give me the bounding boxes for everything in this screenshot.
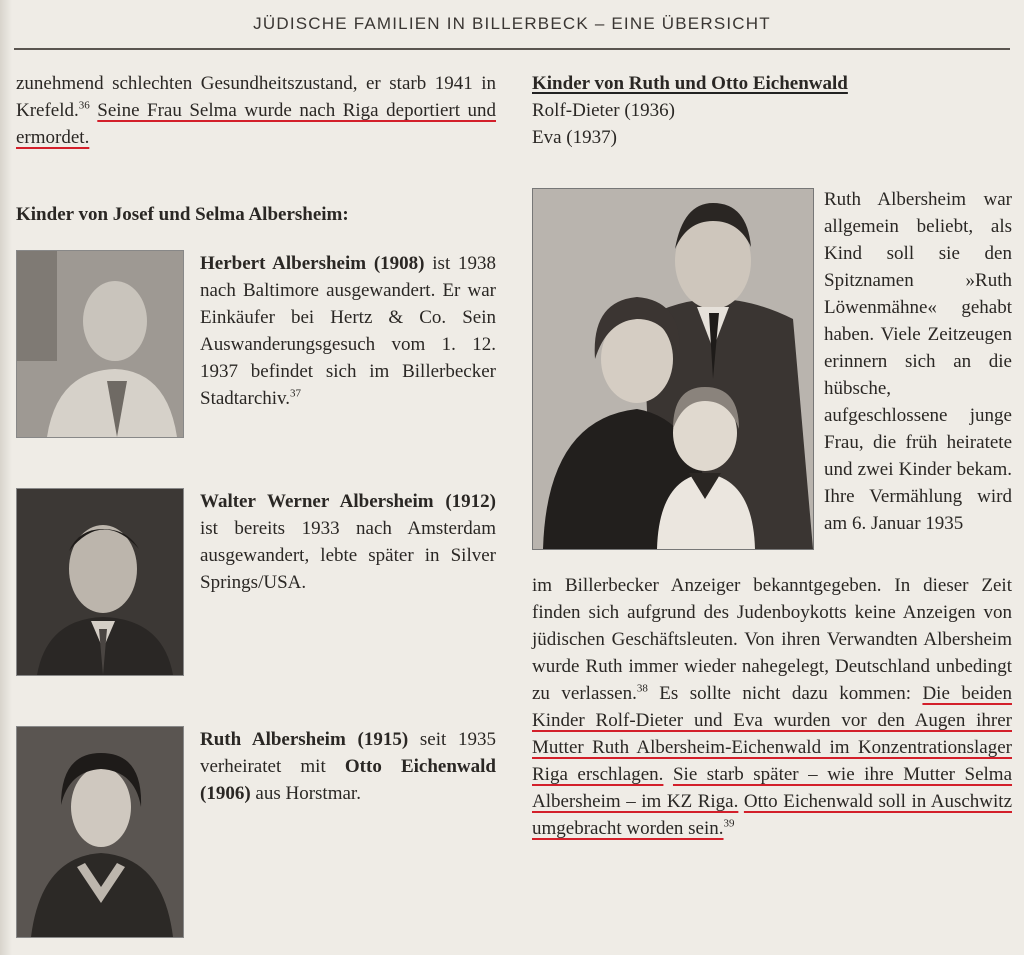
portrait-image	[17, 727, 183, 937]
entry-body: ist bereits 1933 nach Amsterdam ausgewandert, lebte später in Silver Springs/USA.	[200, 518, 496, 593]
kids-title	[532, 70, 1012, 97]
running-header: JÜDISCHE FAMILIEN IN BILLERBECK – EINE ÜBERSICHT	[253, 14, 771, 33]
entry-herbert	[16, 250, 496, 488]
footnote-ref: 36	[78, 99, 90, 112]
entry-text	[200, 726, 496, 807]
spouse-name: Otto Eichenwald (1906)	[200, 756, 497, 804]
section-title: Kinder von Josef und Selma Albersheim:	[16, 204, 349, 225]
kid-eva: Eva (1937)	[532, 127, 617, 148]
entry-text	[200, 488, 496, 596]
entry-name: Walter Werner Albersheim (1912)	[200, 491, 496, 512]
entry-name: Herbert Albersheim (1908)	[200, 253, 425, 274]
entry-body: ist 1938 nach Baltimore ausgewandert. Er war Einkäufer bei Hertz & Co. Sein Auswanderungsgesuch vom 1. 12. 1937 befindet sich im Billerbecker Stadtarchiv.	[200, 253, 496, 409]
entry-text	[200, 250, 496, 412]
photo-ruth	[16, 726, 184, 938]
portrait-image	[17, 489, 183, 675]
family-photo	[532, 188, 814, 550]
entry-name: Ruth Albersheim (1915)	[200, 729, 409, 750]
photo-herbert	[16, 250, 184, 438]
intro-paragraph	[16, 70, 496, 151]
entry-body: aus Horstmar.	[250, 783, 361, 804]
paragraph-text: Es sollte nicht dazu kommen:	[647, 683, 923, 704]
highlighted-text: Die beiden Kinder Rolf-Dieter und Eva wurden vor den Augen ihrer Mutter Ruth Albersheim-Eichenwald im Konzentrationslager Riga erschlagen.	[532, 683, 1012, 785]
kid-rolf: Rolf-Dieter (1936)	[532, 100, 675, 121]
side-paragraph: Ruth Albersheim war allgemein beliebt, als Kind soll sie den Spitznamen »Ruth Löwenmähne« gehabt haben. Viele Zeitzeugen erinnern sich an die hübsche, aufgeschlossene junge Frau, die früh heiratete und zwei Kinder bekam. Ihre Vermählung wird am 6. Januar 1935	[824, 189, 1012, 534]
paragraph-text: im Billerbecker Anzeiger bekanntgegeben. In dieser Zeit finden sich aufgrund des Judenboykotts keine Anzeigen von jüdischen Geschäftsleuten. Von ihren Verwandten Albersheim wurde Ruth immer wieder nahegelegt, Deutschland unbedingt zu verlassen.	[532, 575, 1012, 704]
left-column	[16, 70, 496, 936]
entry-ruth	[16, 726, 496, 936]
footnote-ref: 38	[636, 682, 648, 695]
entry-walter	[16, 488, 496, 726]
continued-paragraph	[532, 572, 1012, 842]
kids-title-text: Kinder von Ruth und Otto Eichenwald	[532, 73, 848, 94]
photo-walter	[16, 488, 184, 676]
entry-body: seit 1935 verheiratet mit	[200, 729, 496, 777]
portrait-image	[17, 251, 183, 437]
footnote-ref: 39	[723, 817, 735, 830]
footnote-ref: 37	[290, 387, 302, 400]
highlighted-text: Otto Eichenwald soll in Auschwitz umgebracht worden sein.	[532, 791, 1012, 839]
intro-text: zunehmend schlechten Gesundheitszustand, er starb 1941 in Krefeld.	[16, 73, 496, 121]
right-column	[532, 70, 1012, 940]
page-gutter-shadow	[0, 0, 12, 955]
family-portrait-image	[533, 189, 813, 549]
highlighted-text: Sie starb später – wie ihre Mutter Selma Albersheim – im KZ Riga.	[532, 764, 1013, 812]
highlighted-text: Seine Frau Selma wurde nach Riga deportiert und ermordet.	[16, 100, 496, 148]
header-rule	[14, 48, 1010, 50]
